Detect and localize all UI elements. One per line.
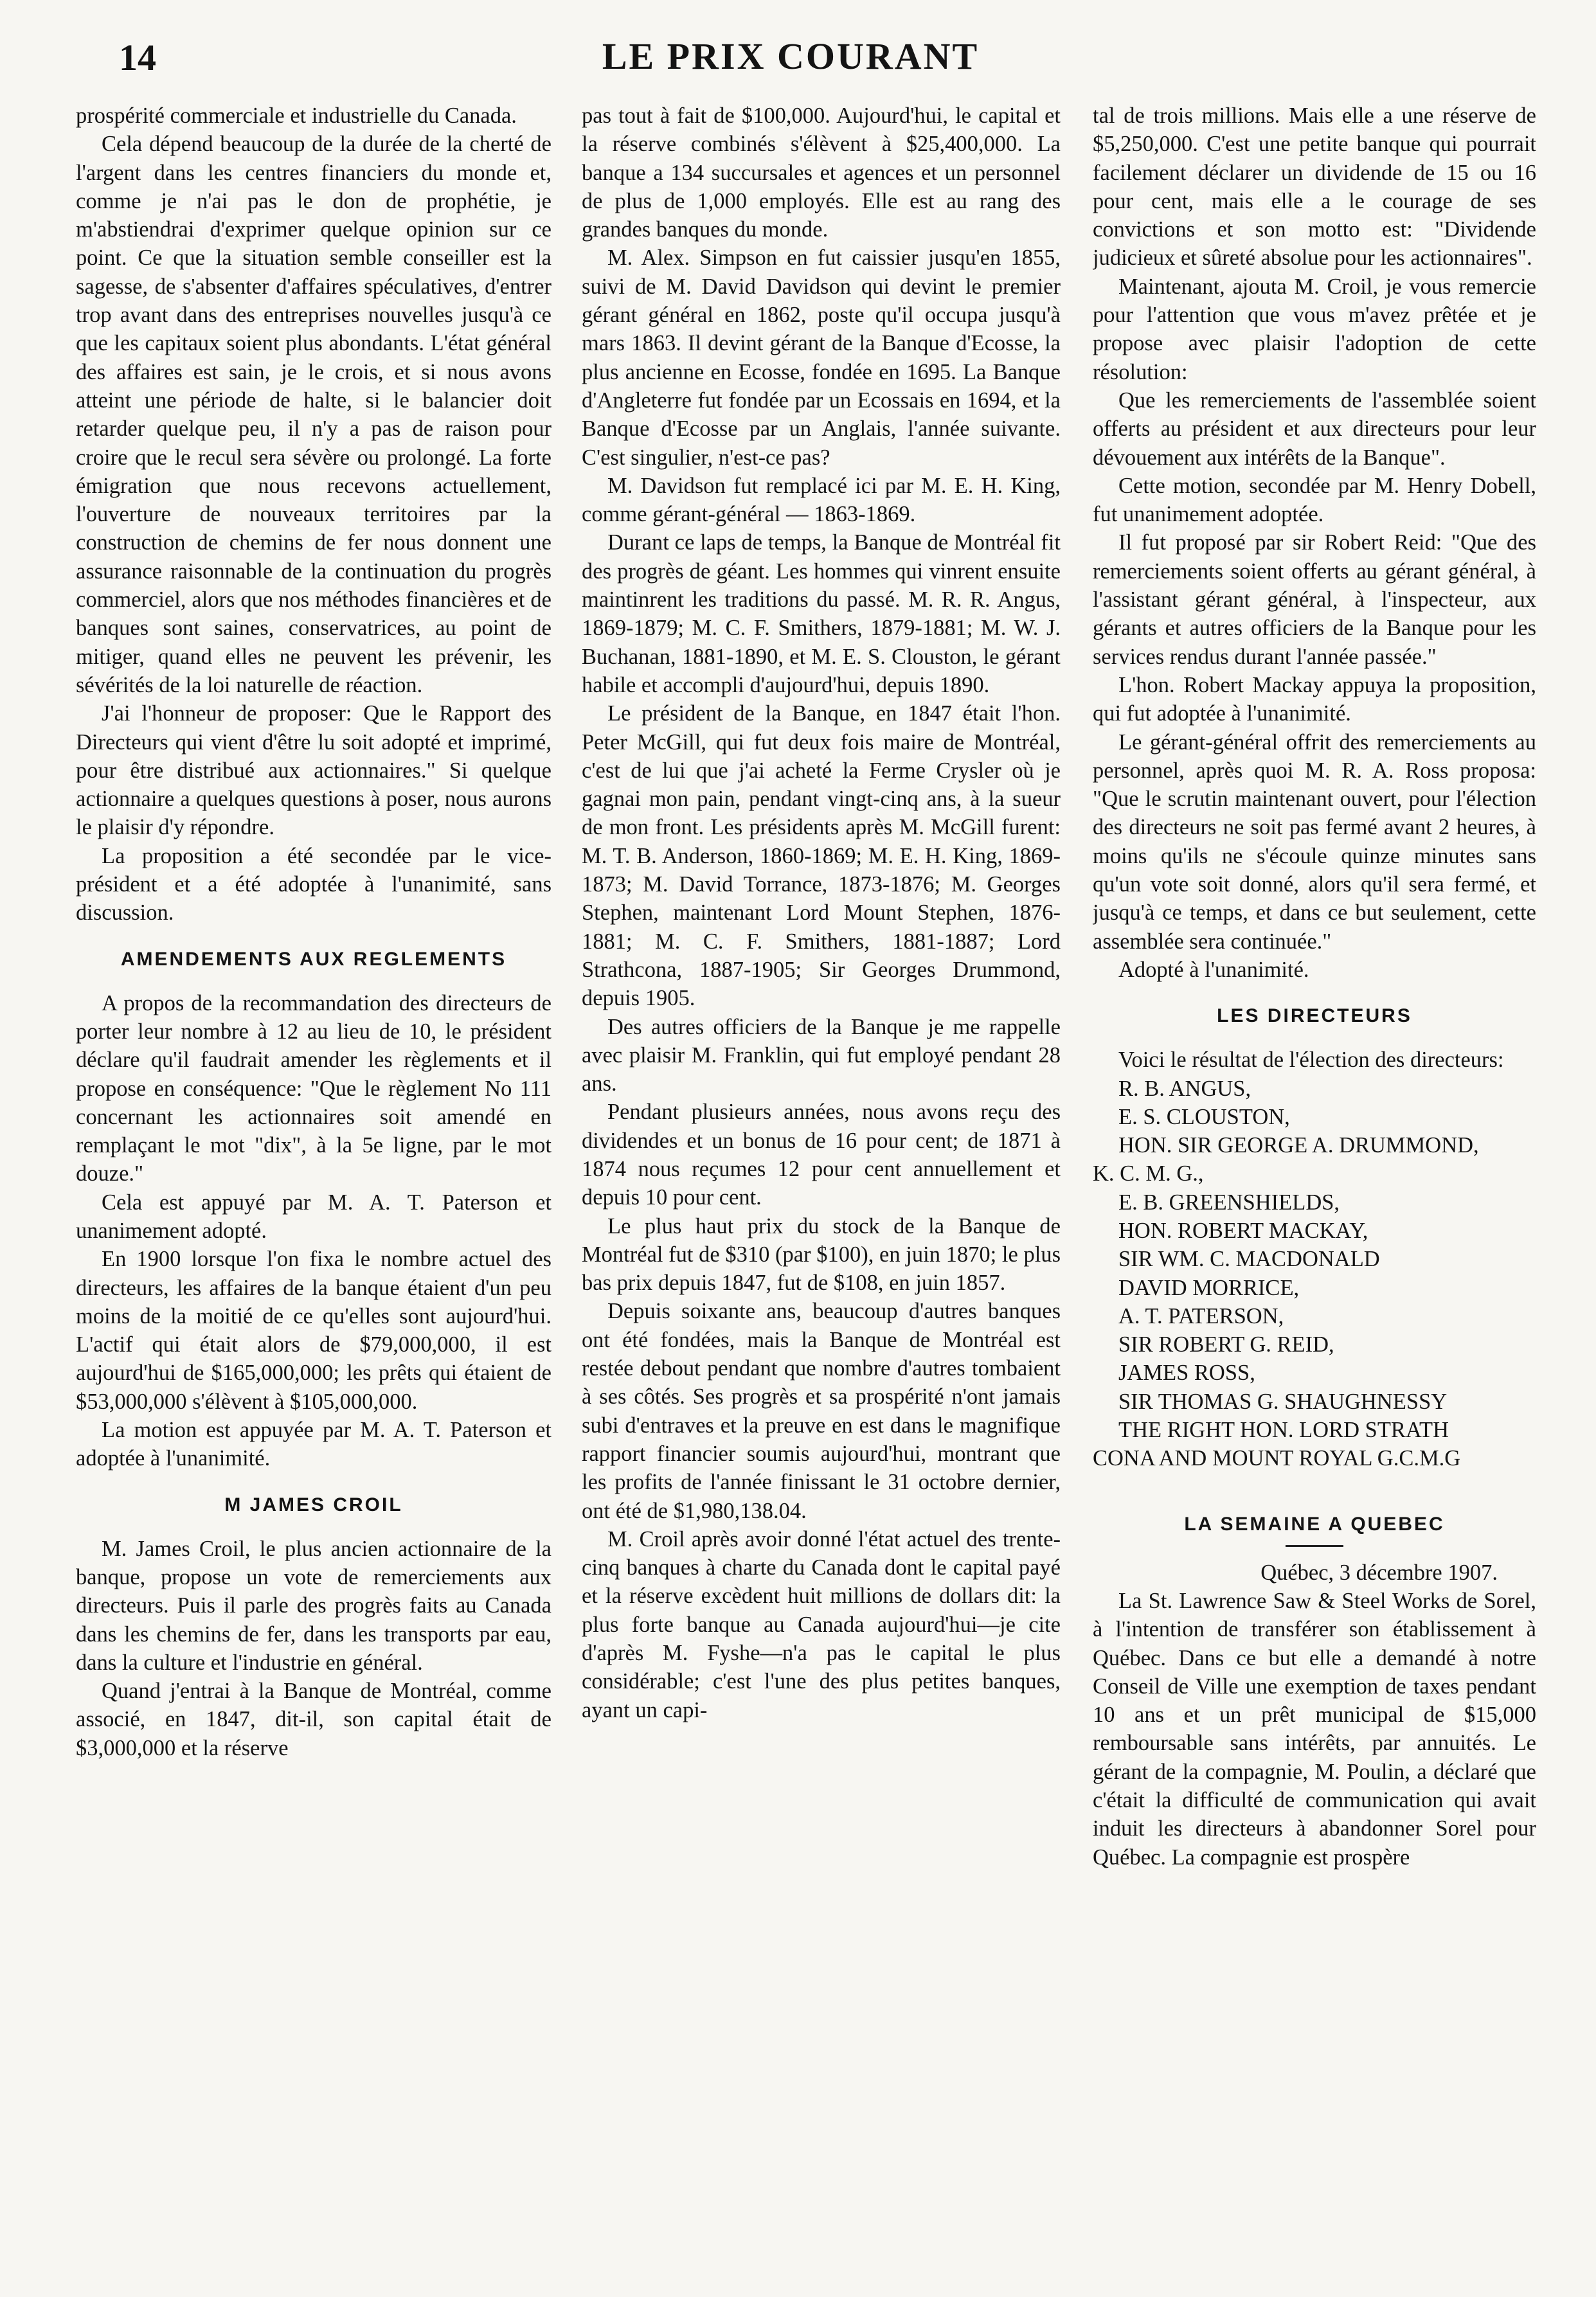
director-name: SIR THOMAS G. SHAUGHNESSY: [1118, 1389, 1448, 1414]
director-name: K. C. M. G.,: [1093, 1161, 1204, 1186]
director-name: THE RIGHT HON. LORD STRATH: [1118, 1418, 1449, 1443]
director-name: CONA AND MOUNT ROYAL G.C.M.G: [1093, 1446, 1461, 1471]
director-name: HON. SIR GEORGE A. DRUMMOND,: [1118, 1133, 1479, 1158]
paragraph: Durant ce laps de temps, la Banque de Montréal fit des progrès de géant. Les hommes qui vinrent ensuite maintinrent les traditions du passé. M. R. R. Angus, 1869-1879; M. C. F. Smithers, 1879-1881; M. W. J. Buchanan, 1881-1890, et M. E. S. Clouston, le gérant habile et accompli d'aujourd'hui, depuis 1890.: [582, 530, 1061, 697]
paragraph: M. Davidson fut remplacé ici par M. E. H. King, comme gérant-général — 1863-1869.: [582, 473, 1061, 527]
paragraph: Des autres officiers de la Banque je me rappelle avec plaisir M. Franklin, qui fut employé pendant 28 ans.: [582, 1014, 1061, 1096]
paragraph: tal de trois millions. Mais elle a une réserve de $5,250,000. C'est une petite banque qui pourrait facilement déclarer un dividende de 15 ou 16 pour cent, mais elle a le courage de ses convictions et son motto est: "Dividende judicieux et sûreté absolue pour les actionnaires".: [1093, 103, 1536, 271]
paragraph: Adopté à l'unanimité.: [1118, 957, 1309, 982]
column-3: [1093, 102, 1536, 2267]
column-2: [582, 102, 1061, 2267]
paragraph: La motion est appuyée par M. A. T. Paterson et adoptée à l'unanimité.: [76, 1418, 551, 1471]
director-name: HON. ROBERT MACKAY,: [1118, 1218, 1368, 1243]
paragraph: J'ai l'honneur de proposer: Que le Rapport des Directeurs qui vient d'être lu soit adopté et imprimé, pour être distribué aux actionnaires." Si quelque actionnaire a quelques questions à poser, nous aurons le plaisir d'y répondre.: [76, 701, 551, 840]
paragraph: La proposition a été secondée par le vice-président et a été adoptée à l'unanimité, sans discussion.: [76, 843, 551, 925]
paragraph: Cette motion, secondée par M. Henry Dobell, fut unanimement adoptée.: [1093, 473, 1536, 527]
dateline: Québec, 3 décembre 1907.: [1260, 1560, 1498, 1585]
director-name: JAMES ROSS,: [1118, 1361, 1255, 1386]
director-name: R. B. ANGUS,: [1118, 1076, 1251, 1101]
paragraph: Le président de la Banque, en 1847 était l'hon. Peter McGill, qui fut deux fois maire de Montréal, c'est de lui que j'ai acheté la Ferme Crysler où je gagnai mon pain, pendant vingt-cinq ans, à la sueur de mon front. Les présidents après M. McGill furent: M. T. B. Anderson, 1860-1869; M. E. H. King, 1869-1873; M. David Torrance, 1873-1876; M. Georges Stephen, maintenant Lord Mount Stephen, 1876-1881; M. C. F. Smithers, 1881-1887; Lord Strathcona, 1887-1905; Sir Georges Drummond, depuis 1905.: [582, 701, 1061, 1011]
directors-list: [1093, 1075, 1536, 1473]
director-name: SIR WM. C. MACDONALD: [1118, 1247, 1380, 1272]
paragraph: Voici le résultat de l'élection des directeurs:: [1118, 1048, 1504, 1073]
paragraph: En 1900 lorsque l'on fixa le nombre actuel des directeurs, les affaires de la banque étaient d'un peu moins de la moitié de ce qu'elles sont aujourd'hui. L'actif qui était alors de $79,000,000, il est aujourd'hui de $165,000,000; les prêts qui étaient de $53,000,000 s'élèvent à $105,000,000.: [76, 1247, 551, 1414]
paragraph: Il fut proposé par sir Robert Reid: "Que des remerciements soient offerts au gérant général, à l'assistant gérant général, à l'inspecteur, aux gérants et autres officiers de la Banque pour les services rendus durant l'année passée.": [1093, 530, 1536, 669]
paragraph: Le gérant-général offrit des remerciements au personnel, après quoi M. R. A. Ross proposa: "Que le scrutin maintenant ouvert, pour l'élection des directeurs ne soit pas fermé avant 2 heures, à moins qu'ils ne s'écoule quinze minutes sans qu'un vote soit donné, alors qu'il sera fermé, et jusqu'à ce temps, et dans ce but seulement, cette assemblée sera continuée.": [1093, 729, 1536, 954]
paragraph: M. Alex. Simpson en fut caissier jusqu'en 1855, suivi de M. David Davidson qui devint le premier gérant général en 1862, poste qu'il occupa jusqu'à mars 1863. Il devint gérant de la Banque d'Ecosse, la plus ancienne en Ecosse, fondée en 1695. La Banque d'Angleterre fut fondée par un Ecossais en 1694, et la Banque d'Ecosse par un Anglais, l'année suivante. C'est singulier, n'est-ce pas?: [582, 246, 1061, 470]
director-name: SIR ROBERT G. REID,: [1118, 1332, 1334, 1357]
director-name: DAVID MORRICE,: [1118, 1275, 1300, 1300]
heading-rule: [1286, 1545, 1343, 1547]
paragraph: M. James Croil, le plus ancien actionnaire de la banque, propose un vote de remerciements aux directeurs. Puis il parle des progrès faits au Canada dans les chemins de fer, dans les transports par eau, dans la culture et l'industrie en général.: [76, 1536, 551, 1675]
director-name: E. B. GREENSHIELDS,: [1118, 1190, 1340, 1215]
paragraph: A propos de la recommandation des directeurs de porter leur nombre à 12 au lieu de 10, le président déclare qu'il faudrait amender les règlements et il propose en conséquence: "Que le règlement No 111 concernant les actionnaires soit amendé en remplaçant le mot "dix", à la 5e ligne, par le mot douze.": [76, 990, 551, 1186]
paragraph: Le plus haut prix du stock de la Banque de Montréal fut de $310 (par $100), en juin 1870; le plus bas prix depuis 1847, fut de $108, en juin 1857.: [582, 1213, 1061, 1296]
paragraph: pas tout à fait de $100,000. Aujourd'hui, le capital et la réserve combinés s'élèvent à $25,400,000. La banque a 134 succursales et agences et un personnel de plus de 1,000 employés. Elle est au rang des grandes banques du monde.: [582, 103, 1061, 242]
paragraph: Depuis soixante ans, beaucoup d'autres banques ont été fondées, mais la Banque de Montréal est restée debout pendant que nombre d'autres tombaient à ses côtés. Ses progrès et sa prospérité n'ont jamais subi d'entraves et la preuve en est dans le magnifique rapport financier soumis aujourd'hui, montrant que les profits de l'année finissant le 31 octobre dernier, ont été de $1,980,138.04.: [582, 1299, 1061, 1523]
page-number: 14: [119, 37, 156, 78]
director-name: A. T. PATERSON,: [1118, 1303, 1284, 1328]
publication-title: LE PRIX COURANT: [602, 35, 980, 77]
column-1: [76, 102, 551, 2267]
paragraph: Cela est appuyé par M. A. T. Paterson et unanimement adopté.: [76, 1190, 551, 1243]
section-heading: LES DIRECTEURS: [1217, 1005, 1412, 1027]
paragraph: Quand j'entrai à la Banque de Montréal, comme associé, en 1847, dit-il, son capital était de $3,000,000 et la réserve: [76, 1679, 551, 1760]
paragraph: M. Croil après avoir donné l'état actuel des trente-cinq banques à charte du Canada dont le capital payé et la réserve excèdent huit millions de dollars dit: la plus forte banque au Canada aujourd'hui—je cite d'après M. Fyshe—n'a pas le capital le plus considérable; c'est l'une des plus petites banques, ayant un capi-: [582, 1526, 1061, 1722]
paragraph: prospérité commerciale et industrielle du Canada.: [76, 103, 517, 128]
paragraph: Cela dépend beaucoup de la durée de la cherté de l'argent dans les centres financiers du monde et, comme je n'ai pas le don de prophétie, je m'abstiendrai d'exprimer quelque opinion sur ce point. Ce que la situation semble conseiller est la sagesse, de s'absenter d'affaires spéculatives, d'entrer trop avant dans des entreprises nouvelles jusqu'à ce que les capitaux soient plus abondants. L'état général des affaires est sain, je le crois, et si nous avons atteint une période de halte, si le balancier doit retarder quelque peu, il n'y a pas de raison pour croire que le recul sera sévère ou prolongé. La forte émigration que nous recevons actuellement, l'ouverture de nouveaux territoires par la construction de chemins de fer nous donnent une assurance raisonnable de la continuation du progrès commerciel, alors que nos méthodes financières et de banques sont saines, conservatrices, au point de mitiger, quand elles ne peuvent les prévenir, les sévérités de la loi naturelle de réaction.: [76, 132, 551, 697]
paragraph: La St. Lawrence Saw & Steel Works de Sorel, à l'intention de transférer son établissement à Québec. Dans ce but elle a demandé à notre Conseil de Ville une exemption de taxes pendant 10 ans et un prêt municipal de $15,000 remboursable sans intérêts, par annuités. Le gérant de la compagnie, M. Poulin, a déclaré que c'était la difficulté de communication qui avait induit les directeurs à abandonner Sorel pour Québec. La compagnie est prospère: [1093, 1588, 1536, 1870]
section-heading: LA SEMAINE A QUEBEC: [1184, 1513, 1445, 1535]
paragraph: L'hon. Robert Mackay appuya la proposition, qui fut adoptée à l'unanimité.: [1093, 672, 1536, 726]
paragraph: Pendant plusieurs années, nous avons reçu des dividendes et un bonus de 16 pour cent; de 1871 à 1874 nous reçumes 12 pour cent annuellement et depuis 10 pour cent.: [582, 1100, 1061, 1210]
section-heading: AMENDEMENTS AUX REGLEMENTS: [120, 948, 507, 970]
paragraph: Que les remerciements de l'assemblée soient offerts au président et aux directeurs pour leur dévouement aux intérêts de la Banque".: [1093, 388, 1536, 470]
director-name: E. S. CLOUSTON,: [1118, 1104, 1290, 1129]
page-header: [71, 31, 1511, 89]
section-heading: M JAMES CROIL: [224, 1494, 403, 1515]
paragraph: Maintenant, ajouta M. Croil, je vous remercie pour l'attention que vous m'avez prêtée et je propose avec plaisir l'adoption de cette résolution:: [1093, 274, 1536, 384]
